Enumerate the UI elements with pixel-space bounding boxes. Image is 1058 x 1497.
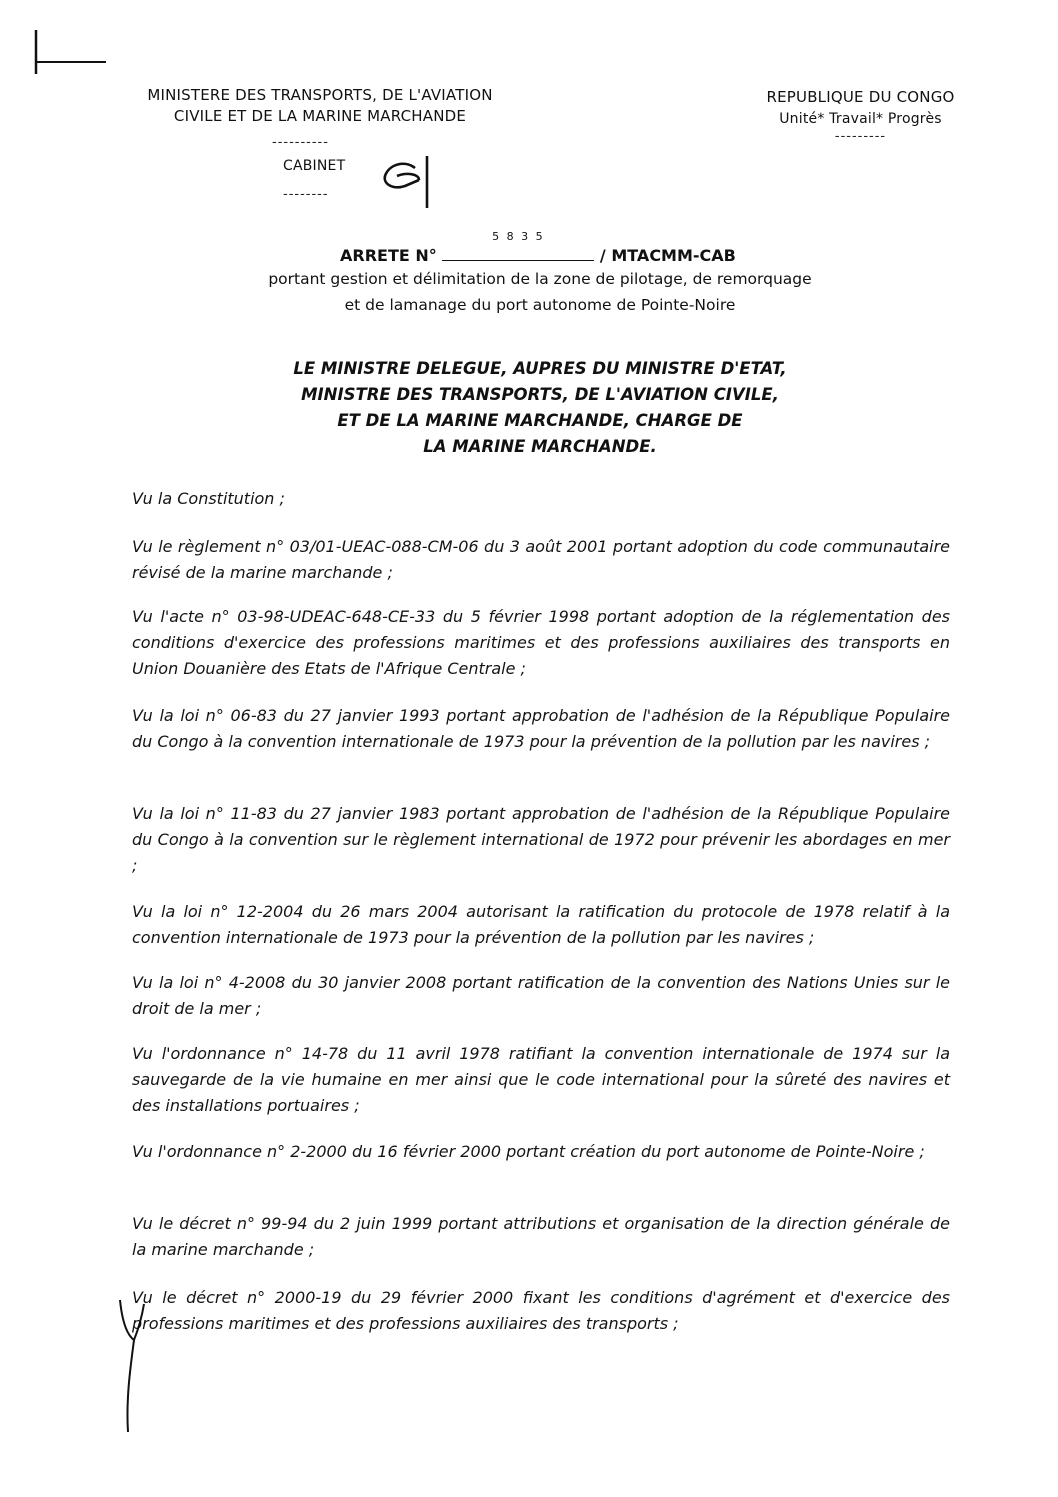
- visa-loi-4-2008: Vu la loi n° 4-2008 du 30 janvier 2008 portant ratification de la convention des Nations Unies sur le droit de la mer ;: [132, 973, 950, 1018]
- decree-title: [340, 230, 810, 265]
- decree-number-blank: [442, 230, 594, 261]
- visa-acte-udeac: Vu l'acte n° 03-98-UDEAC-648-CE-33 du 5 février 1998 portant adoption de la réglementation des conditions d'exercice des professions maritimes et des professions auxiliaires des transports en Union Douanière des Etats de l'Afrique Centrale ;: [132, 607, 950, 678]
- minister-line2: MINISTRE DES TRANSPORTS, DE L'AVIATION CIVILE,: [301, 385, 779, 404]
- visa-loi-11-83: Vu la loi n° 11-83 du 27 janvier 1983 portant approbation de l'adhésion de la République Populaire du Congo à la convention sur le règlement international de 1972 pour prévenir les abordages en mer ;: [132, 804, 950, 875]
- decree-subject: [200, 266, 880, 318]
- cabinet-dashes: --------: [283, 187, 329, 202]
- visa-ordonnance-2-2000: Vu l'ordonnance n° 2-2000 du 16 février 2000 portant création du port autonome de Pointe-Noire ;: [132, 1142, 925, 1161]
- decree-subject-line2: et de lamanage du port autonome de Pointe-Noire: [344, 296, 736, 314]
- ministry-line1: MINISTERE DES TRANSPORTS, DE L'AVIATION: [147, 86, 493, 104]
- visa-reglement-uеac: Vu le règlement n° 03/01-UEAC-088-CM-06 du 3 août 2001 portant adoption du code communautaire révisé de la marine marchande ;: [132, 537, 950, 582]
- ministry-dashes: ----------: [272, 135, 329, 150]
- cabinet-label: CABINET: [283, 158, 346, 174]
- republic-header: [748, 88, 973, 144]
- decree-suffix: / MTACMM-CAB: [599, 246, 736, 265]
- ministry-line2: CIVILE ET DE LA MARINE MARCHANDE: [173, 107, 467, 125]
- ministry-header: [105, 86, 535, 125]
- visa-ordonnance-14-78: Vu l'ordonnance n° 14-78 du 11 avril 1978 ratifiant la convention internationale de 1974 sur la sauvegarde de la vie humaine en mer ainsi que le code international pour la sûreté des navires et des installations portuaires ;: [132, 1044, 950, 1115]
- visa-constitution: Vu la Constitution ;: [132, 489, 285, 508]
- republic-motto: Unité* Travail* Progrès: [779, 111, 942, 127]
- visa-loi-12-2004: Vu la loi n° 12-2004 du 26 mars 2004 autorisant la ratification du protocole de 1978 relatif à la convention internationale de 1973 pour la prévention de la pollution par les navires ;: [132, 902, 950, 947]
- minister-line1: LE MINISTRE DELEGUE, AUPRES DU MINISTRE D'ETAT,: [293, 359, 787, 378]
- republic-name: REPUBLIQUE DU CONGO: [766, 88, 955, 106]
- minister-title: [200, 356, 880, 460]
- visa-decret-2000-19: Vu le décret n° 2000-19 du 29 février 2000 fixant les conditions d'agrément et d'exercice des professions maritimes et des professions auxiliaires des transports ;: [132, 1288, 950, 1333]
- minister-line3: ET DE LA MARINE MARCHANDE, CHARGE DE: [337, 411, 743, 430]
- minister-line4: LA MARINE MARCHANDE.: [423, 437, 657, 456]
- margin-initial-mark: [108, 1290, 158, 1440]
- decree-subject-line1: portant gestion et délimitation de la zone de pilotage, de remorquage: [268, 270, 812, 288]
- republic-dashes: ---------: [834, 129, 887, 144]
- visa-decret-99-94: Vu le décret n° 99-94 du 2 juin 1999 portant attributions et organisation de la direction générale de la marine marchande ;: [132, 1214, 950, 1259]
- initial-signature: [375, 150, 445, 212]
- decree-prefix: ARRETE N°: [340, 246, 437, 265]
- decree-number: 5 8 3 5: [492, 230, 545, 243]
- visa-loi-06-83: Vu la loi n° 06-83 du 27 janvier 1993 portant approbation de l'adhésion de la République Populaire du Congo à la convention internationale de 1973 pour la prévention de la pollution par les navires ;: [132, 706, 950, 751]
- corner-mark: [30, 28, 110, 78]
